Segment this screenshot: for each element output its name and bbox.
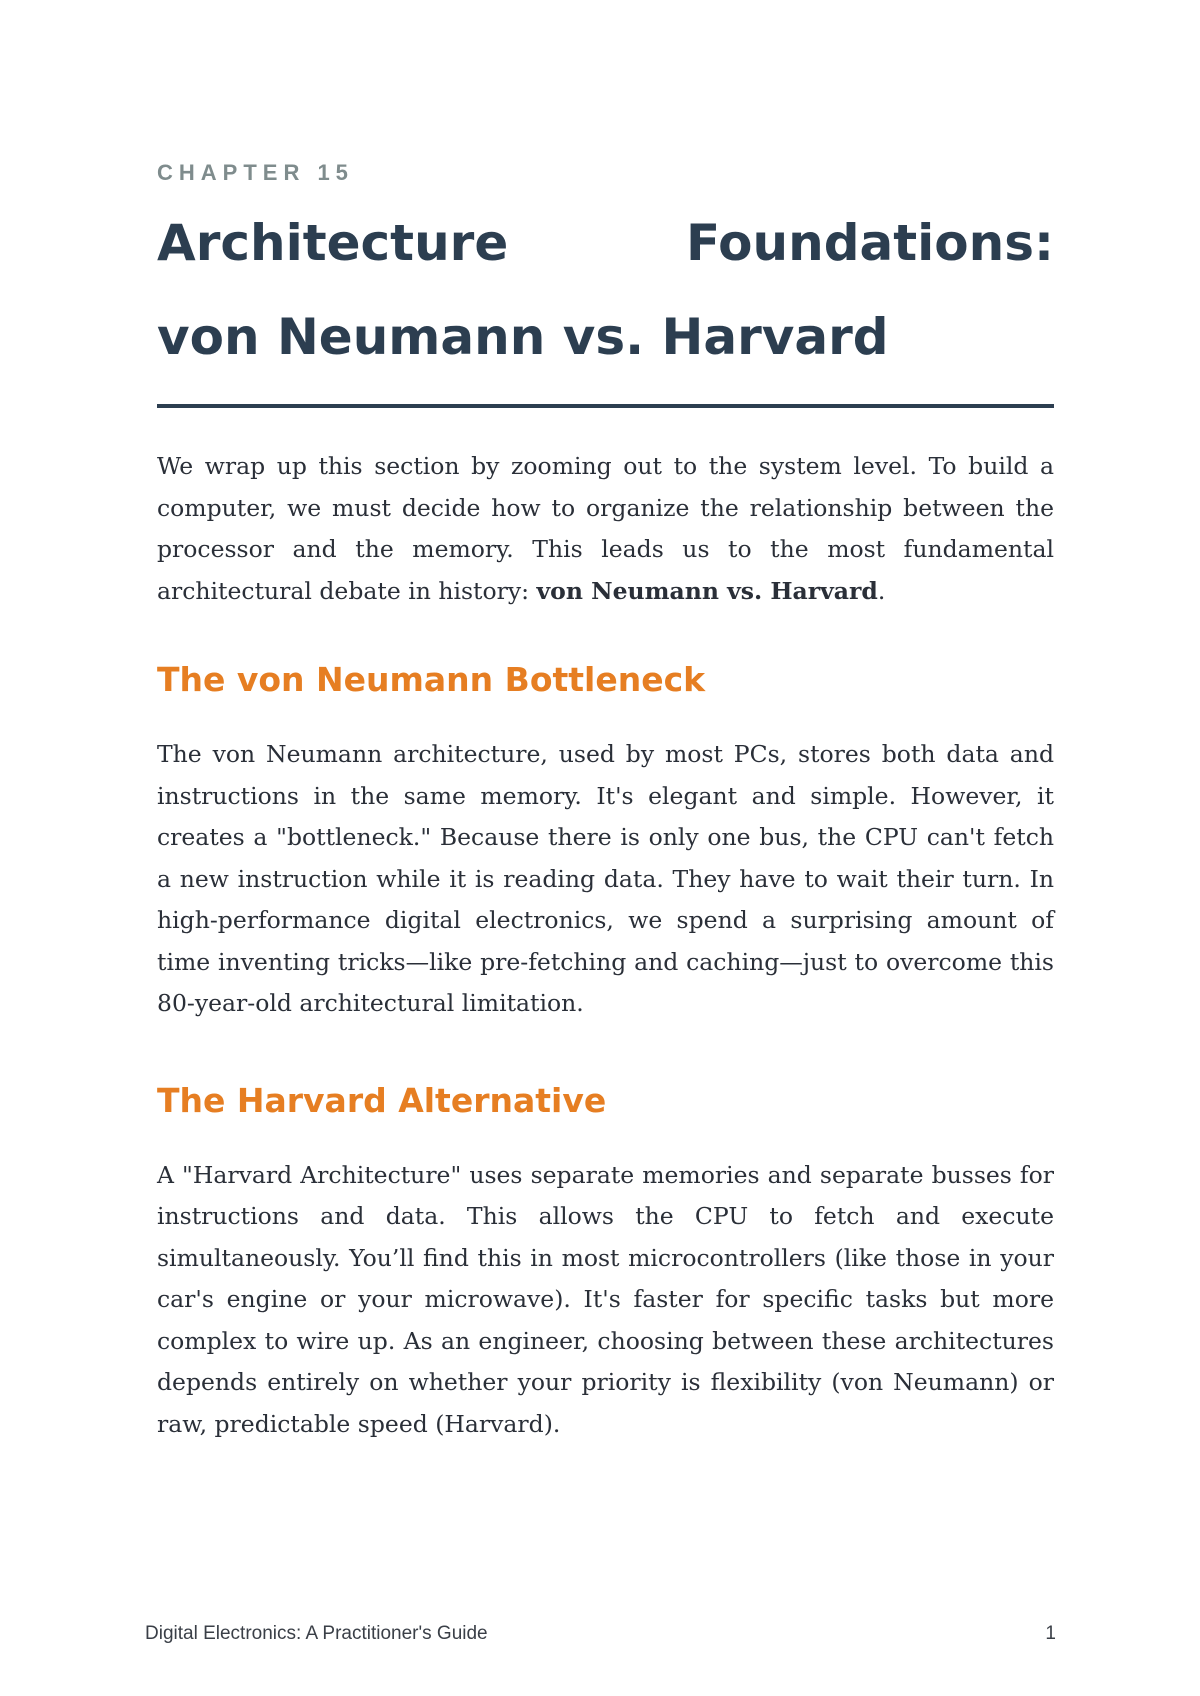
section-heading-harvard: The Harvard Alternative [157, 1080, 607, 1120]
chapter-label: CHAPTER 15 [157, 160, 354, 185]
page-footer [145, 1623, 1056, 1645]
title-divider [157, 404, 1054, 408]
chapter-title-line2: von Neumann vs. Harvard [157, 308, 889, 366]
intro-bold-text: von Neumann vs. Harvard [536, 576, 878, 605]
title-word-architecture: Architecture [157, 214, 509, 272]
title-word-foundations: Foundations: [686, 214, 1054, 272]
footer-page-number: 1 [1045, 1623, 1056, 1644]
section-body-harvard: A "Harvard Architecture" uses separate memories and separate busses for instructions and data. This allows the CPU to fetch and execute simultaneously. You’ll find this in most microcontrollers (like those in your car's engine or your microwave). It's faster for specific tasks but more complex to wire up. As an engineer, choosing between these architectures depends entirely on whether your priority is flexibility (von Neumann) or raw, predictable speed (Harvard). [157, 1160, 1054, 1438]
footer-book-title: Digital Electronics: A Practitioner's Guide [145, 1623, 488, 1644]
chapter-title-line1 [157, 196, 1054, 290]
page-content [157, 160, 1054, 1445]
section-heading-von-neumann: The von Neumann Bottleneck [157, 660, 706, 699]
intro-paragraph [157, 446, 1054, 612]
intro-end: . [877, 576, 886, 605]
intro-text: We wrap up this section by zooming out to the system level. To build a computer, we must decide how to organize the relationship between the processor and the memory. This leads us to the most fundamental architectural debate in history: [157, 452, 1054, 605]
section-body-von-neumann: The von Neumann architecture, used by most PCs, stores both data and instructions in the same memory. It's elegant and simple. However, it creates a "bottleneck." Because there is only one bus, the CPU can't fetch a new instruction while it is reading data. They have to wait their turn. In high-performance digital electronics, we spend a surprising amount of time inventing tricks—like pre-fetching and caching—just to overcome this 80-year-old architectural limitation. [157, 740, 1054, 1017]
chapter-title [157, 196, 1054, 384]
